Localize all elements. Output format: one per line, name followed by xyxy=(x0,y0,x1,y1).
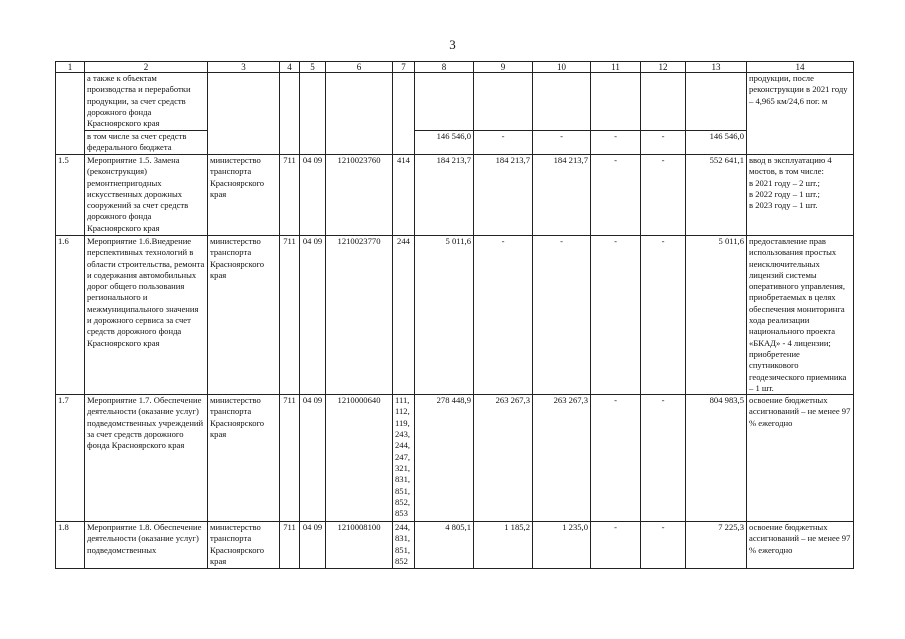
cell-v9: 1 185,2 xyxy=(474,522,533,569)
cell-v8: 146 546,0 xyxy=(415,131,474,155)
col-header: 11 xyxy=(591,62,641,73)
col-header: 14 xyxy=(747,62,854,73)
cell-name: Мероприятие 1.5. Замена (реконструкция) ремонтнепригодных искусственных дорожных сооружений за счет средств дорожного фонда Красноярского края xyxy=(85,155,208,236)
cell-name: Мероприятие 1.6.Внедрение перспективных технологий в области строительства, ремонта и содержания автомобильных дорог общего пользования регионального и межмуниципального значения и дорожного сервиса за счет средств дорожного фонда Красноярского края xyxy=(85,236,208,395)
cell-org: министерство транспорта Красноярского края xyxy=(208,155,280,236)
cell-v8: 5 011,6 xyxy=(415,236,474,395)
cell-v8 xyxy=(415,73,474,131)
cell-v12: - xyxy=(641,395,686,522)
col-header: 7 xyxy=(393,62,415,73)
cell-result: ввод в эксплуатацию 4 мостов, в том числе: в 2021 году – 2 шт.; в 2022 году – 1 шт.; в 2023 году – 1 шт. xyxy=(747,155,854,236)
cell-v11: - xyxy=(591,522,641,569)
table-row xyxy=(56,236,854,395)
cell-rzpr: 04 09 xyxy=(300,236,326,395)
col-header: 12 xyxy=(641,62,686,73)
cell-v11: - xyxy=(591,131,641,155)
cell-v11: - xyxy=(591,155,641,236)
cell-v12: - xyxy=(641,236,686,395)
cell-result: предоставление прав использования простых неисключительных лицензий системы оперативного управления, приобретаемых в целях обеспечения мониторинга хода реализации национального проекта «БКАД» - 4 лицензии; приобретение спутникового геодезического приемника – 1 шт. xyxy=(747,236,854,395)
cell-rzpr: 04 09 xyxy=(300,395,326,522)
cell-v13: 7 225,3 xyxy=(686,522,747,569)
cell-grbs xyxy=(280,73,300,155)
col-header: 5 xyxy=(300,62,326,73)
cell-rzpr xyxy=(300,73,326,155)
cell-v11 xyxy=(591,73,641,131)
cell-csr: 1210008100 xyxy=(326,522,393,569)
col-header: 13 xyxy=(686,62,747,73)
col-header: 6 xyxy=(326,62,393,73)
cell-result: освоение бюджетных ассигнований – не менее 97 % ежегодно xyxy=(747,522,854,569)
cell-name: в том числе за счет средств федерального бюджета xyxy=(85,131,208,155)
cell-v13: 552 641,1 xyxy=(686,155,747,236)
table-row xyxy=(56,522,854,569)
cell-vr xyxy=(393,73,415,155)
cell-result: продукции, после реконструкции в 2021 году – 4,965 км/24,6 пог. м xyxy=(747,73,854,155)
cell-name: Мероприятие 1.7. Обеспечение деятельности (оказание услуг) подведомственных учреждений за счет средств дорожного фонда Красноярского края xyxy=(85,395,208,522)
budget-table xyxy=(55,61,854,569)
cell-v11: - xyxy=(591,395,641,522)
cell-vr: 244 xyxy=(393,236,415,395)
cell-result: освоение бюджетных ассигнований – не менее 97 % ежегодно xyxy=(747,395,854,522)
cell-csr: 1210000640 xyxy=(326,395,393,522)
cell-v12: - xyxy=(641,522,686,569)
col-header: 9 xyxy=(474,62,533,73)
cell-v9: 184 213,7 xyxy=(474,155,533,236)
cell-num: 1.5 xyxy=(56,155,85,236)
cell-v8: 278 448,9 xyxy=(415,395,474,522)
cell-v9: - xyxy=(474,236,533,395)
table-row xyxy=(56,131,854,155)
cell-grbs: 711 xyxy=(280,522,300,569)
cell-rzpr: 04 09 xyxy=(300,155,326,236)
header-row xyxy=(56,62,854,73)
col-header: 10 xyxy=(533,62,591,73)
cell-rzpr: 04 09 xyxy=(300,522,326,569)
cell-num: 1.7 xyxy=(56,395,85,522)
cell-org: министерство транспорта Красноярского края xyxy=(208,395,280,522)
cell-v12 xyxy=(641,73,686,131)
table-row xyxy=(56,73,854,131)
cell-vr: 414 xyxy=(393,155,415,236)
page-number: 3 xyxy=(449,37,456,52)
cell-name: а также к объектам производства и переработки продукции, за счет средств дорожного фонда Красноярского края xyxy=(85,73,208,131)
cell-csr: 1210023760 xyxy=(326,155,393,236)
cell-grbs: 711 xyxy=(280,236,300,395)
cell-csr: 1210023770 xyxy=(326,236,393,395)
cell-vr: 244, 831, 851, 852 xyxy=(393,522,415,569)
cell-grbs: 711 xyxy=(280,395,300,522)
cell-org: министерство транспорта Красноярского края xyxy=(208,236,280,395)
cell-v10: - xyxy=(533,131,591,155)
cell-org xyxy=(208,73,280,155)
cell-v10: 1 235,0 xyxy=(533,522,591,569)
cell-v9 xyxy=(474,73,533,131)
cell-v10: 184 213,7 xyxy=(533,155,591,236)
table-row xyxy=(56,155,854,236)
col-header: 1 xyxy=(56,62,85,73)
cell-v13: 5 011,6 xyxy=(686,236,747,395)
cell-v12: - xyxy=(641,155,686,236)
col-header: 2 xyxy=(85,62,208,73)
cell-num: 1.6 xyxy=(56,236,85,395)
cell-grbs: 711 xyxy=(280,155,300,236)
col-header: 3 xyxy=(208,62,280,73)
cell-v9: - xyxy=(474,131,533,155)
cell-v13 xyxy=(686,73,747,131)
cell-org: министерство транспорта Красноярского края xyxy=(208,522,280,569)
col-header: 8 xyxy=(415,62,474,73)
cell-v8: 4 805,1 xyxy=(415,522,474,569)
cell-v12: - xyxy=(641,131,686,155)
cell-v8: 184 213,7 xyxy=(415,155,474,236)
col-header: 4 xyxy=(280,62,300,73)
cell-v9: 263 267,3 xyxy=(474,395,533,522)
cell-num xyxy=(56,73,85,155)
cell-csr xyxy=(326,73,393,155)
table-row xyxy=(56,395,854,522)
cell-vr: 111, 112, 119, 243, 244, 247, 321, 831, 851, 852, 853 xyxy=(393,395,415,522)
cell-v10: - xyxy=(533,236,591,395)
cell-v10: 263 267,3 xyxy=(533,395,591,522)
cell-num: 1.8 xyxy=(56,522,85,569)
cell-v11: - xyxy=(591,236,641,395)
cell-v13: 804 983,5 xyxy=(686,395,747,522)
cell-v13: 146 546,0 xyxy=(686,131,747,155)
cell-name: Мероприятие 1.8. Обеспечение деятельности (оказание услуг) подведомственных xyxy=(85,522,208,569)
cell-v10 xyxy=(533,73,591,131)
